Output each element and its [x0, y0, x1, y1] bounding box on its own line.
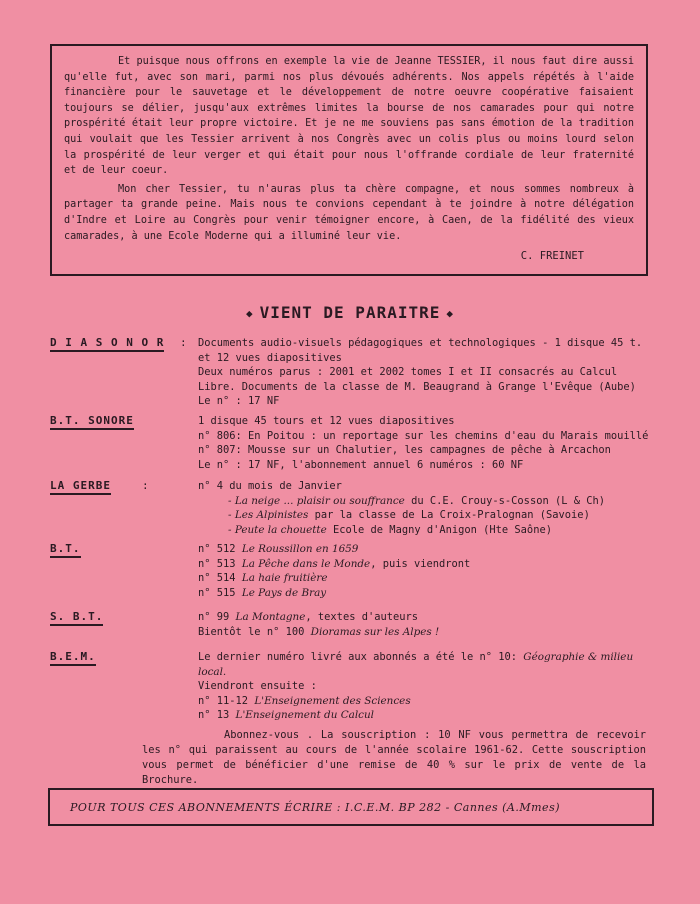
entry-lines — [198, 542, 668, 600]
list-item: - La neige ... plaisir ou souffrance du C.E. Crouy-s-Cosson (L & Ch) — [228, 494, 606, 507]
diamond-icon: ◆ — [446, 307, 454, 320]
entry-line: n° 807: Mousse sur un Chalutier, les campagnes de pêche à Arcachon — [198, 444, 611, 457]
entry-label: B.T. — [50, 542, 81, 558]
list-item: n° 11-12 L'Enseignement des Sciences — [198, 694, 411, 707]
entry-label: S. B.T. — [50, 610, 103, 626]
entry-line: Deux numéros parus : 2001 et 2002 tomes I et II consacrés au Calcul — [198, 366, 618, 379]
entry-label: B.E.M. — [50, 650, 96, 666]
subscription-paragraph — [142, 728, 646, 788]
list-item: n° 99 La Montagne, textes d'auteurs — [198, 611, 419, 623]
entry-line: et 12 vues diapositives — [198, 351, 342, 364]
list-item: Bientôt le n° 100 Dioramas sur les Alpes ! — [198, 625, 440, 638]
entry-line: Libre. Documents de la classe de M. Beaugrand à Grange l'Evêque (Aube) — [198, 380, 636, 393]
entry-line: Le dernier numéro livré aux abonnés a été le n° 10: Géographie & milieu — [198, 651, 634, 663]
signature: C. FREINET — [520, 250, 584, 262]
section-heading — [0, 303, 700, 322]
footer-box — [48, 788, 654, 826]
entry-label: D I A S O N O R — [50, 336, 164, 352]
entry-lines — [198, 479, 668, 537]
list-item: - Peute la chouette Ecole de Magny d'Anigon (Hte Saône) — [228, 523, 552, 536]
list-item: n° 514 La haie fruitière — [198, 572, 328, 585]
list-item: n° 512 Le Roussillon en 1659 — [198, 543, 359, 555]
list-item: - Les Alpinistes par la classe de La Croix-Pralognan (Savoie) — [228, 509, 590, 522]
diamond-icon: ◆ — [245, 307, 254, 320]
entry-line: Le n° : 17 NF, l'abonnement annuel 6 numéros : 60 NF — [198, 458, 524, 471]
list-item: n° 13 L'Enseignement du Calcul — [198, 709, 374, 722]
entry-line: Documents audio-visuels pédagogiques et technologiques - 1 disque 45 t. — [198, 337, 643, 349]
heading-text: VIENT DE PARAITRE — [259, 303, 441, 322]
entry-lines — [198, 336, 668, 409]
colon: : — [180, 336, 187, 349]
entry-line: 1 disque 45 tours et 12 vues diapositives — [198, 415, 455, 427]
entry-line: Viendront ensuite : — [198, 680, 317, 693]
intro-paragraph-1: Et puisque nous offrons en exemple la vie de Jeanne TESSIER, il nous faut dire aussi qu'elle fut, avec son mari, parmi nos plus dévoués adhérents. Nos appels répétés à l'aide financière pour le sauvetage et le développement de notre oeuvre coopérative faisaient toujours se délier, jusqu'aux extrêmes limites la bourse de nos camarades pour qui notre prospérité était leur propre victoire. Et je ne me souviens pas sans émotion de la tradition qui voulait que les Tessier arrivent à nos Congrès avec un colis plus ou moins lourd selon la prospérité de leur verger et qui était pour nous l'offrande cordiale de leur fraternité et de leur coeur. — [64, 56, 634, 177]
entry-line: n° 806: En Poitou : un reportage sur les chemins d'eau du Marais mouillé — [198, 429, 649, 442]
entry-lines — [198, 650, 668, 723]
intro-paragraph-2: Mon cher Tessier, tu n'auras plus ta chère compagne, et nous sommes nombreux à partager ta grande peine. Mais nous te convions cependant à te joindre à notre délégation d'Indre et Loire au Congrès pour venir témoigner encore, à Caen, de la fidélité des vieux camarades, à une Ecole Moderne qui a illuminé leur vie. — [64, 183, 634, 242]
entry-label: LA GERBE — [50, 479, 111, 495]
entry-label: B.T. SONORE — [50, 414, 134, 430]
footer-text: POUR TOUS CES ABONNEMENTS ÉCRIRE : I.C.E.M. BP 282 - Cannes (A.Mmes) — [70, 800, 561, 814]
intro-box — [50, 44, 648, 276]
colon: : — [142, 479, 149, 492]
list-item: n° 513 La Pêche dans le Monde, puis viendront — [198, 557, 471, 570]
list-item: n° 515 Le Pays de Bray — [198, 586, 327, 599]
entry-line: Le n° : 17 NF — [198, 395, 280, 408]
subscription-text: Abonnez-vous . La souscription : 10 NF vous permettra de recevoir les n° qui paraissent au cours de l'année scolaire 1961-62. Cette souscription vous permet de bénéficier d'une remise de 40 % sur le prix de vente de la Brochure. — [142, 729, 646, 786]
entry-lines — [198, 610, 668, 639]
entry-lines — [198, 414, 668, 472]
entry-line: local. — [198, 665, 227, 678]
entry-line: n° 4 du mois de Janvier — [198, 480, 342, 492]
